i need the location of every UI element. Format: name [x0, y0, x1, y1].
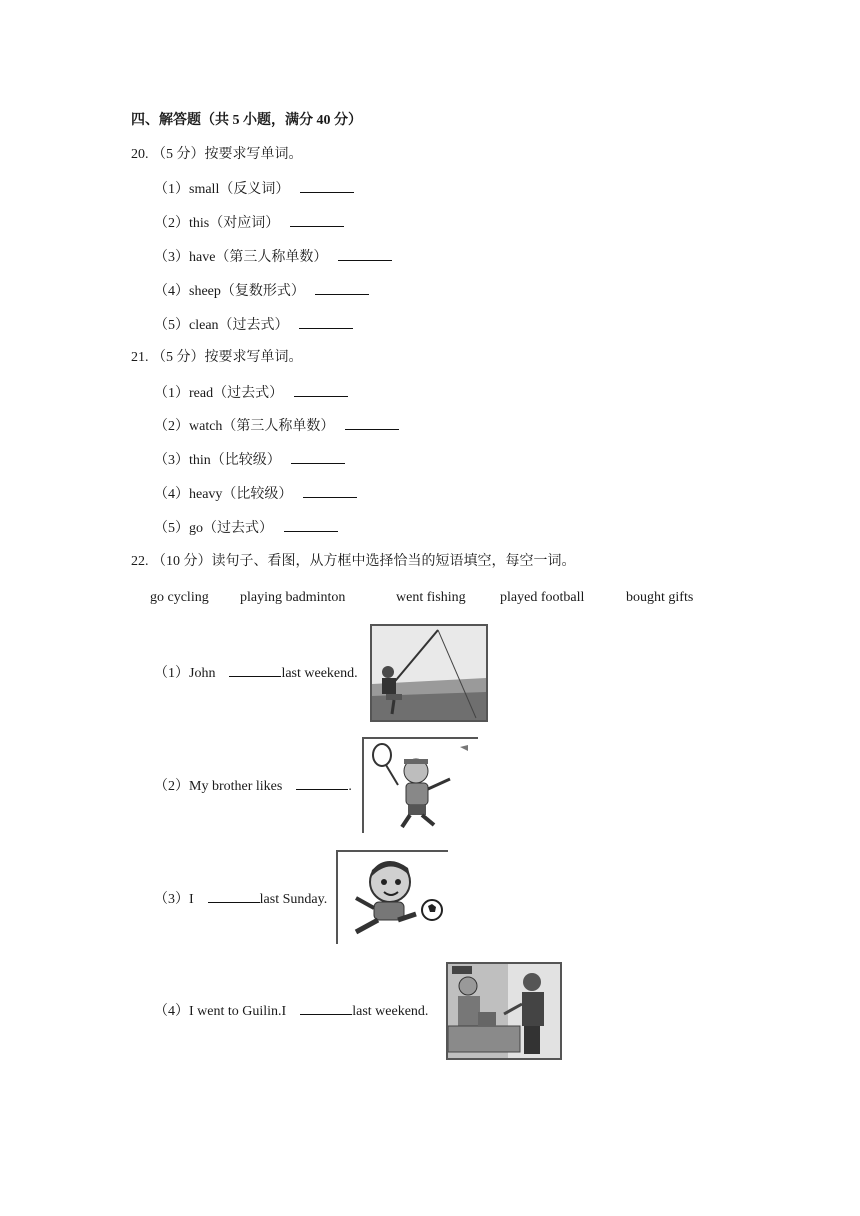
q21-item-1 [154, 384, 348, 403]
q22-item-4-after: last weekend. [352, 1004, 429, 1019]
q22-item-4-before: （4）I went to Guilin.I [154, 1004, 287, 1019]
q20-item-2-text: （2）this（对应词） [154, 216, 280, 231]
q20-stem: 20. （5 分）按要求写单词。 [131, 147, 303, 162]
q22-item-2-after: . [348, 779, 352, 794]
q20-item-3 [154, 248, 392, 267]
q20-item-5-text: （5）clean（过去式） [154, 318, 289, 333]
answer-blank[interactable] [345, 417, 399, 430]
q21-item-3-text: （3）thin（比较级） [154, 453, 281, 468]
q20-item-1-text: （1）small（反义词） [154, 182, 290, 197]
shopping-icon [448, 964, 560, 1058]
answer-blank[interactable] [300, 180, 354, 193]
football-icon [338, 852, 448, 944]
q22-item-4 [154, 1002, 428, 1021]
answer-blank[interactable] [303, 485, 357, 498]
q22-stem: 22. （10 分）读句子、看图，从方框中选择恰当的短语填空，每空一词。 [131, 554, 576, 569]
q20-item-3-text: （3）have（第三人称单数） [154, 250, 328, 265]
answer-blank[interactable] [296, 777, 348, 790]
answer-blank[interactable] [229, 664, 281, 677]
phrase-option: played football [500, 590, 585, 605]
q20-item-1 [154, 180, 354, 199]
answer-blank[interactable] [338, 248, 392, 261]
phrase-option: bought gifts [626, 590, 694, 605]
q20-item-4-text: （4）sheep（复数形式） [154, 284, 305, 299]
answer-blank[interactable] [291, 451, 345, 464]
q22-item-1-after: last weekend. [281, 666, 358, 681]
q21-stem: 21. （5 分）按要求写单词。 [131, 350, 303, 365]
q22-item-3-after: last Sunday. [259, 892, 328, 907]
badminton-icon [364, 739, 478, 833]
q21-item-2 [154, 417, 399, 436]
answer-blank[interactable] [284, 519, 338, 532]
fishing-icon [372, 626, 486, 720]
answer-blank[interactable] [294, 384, 348, 397]
answer-blank[interactable] [290, 214, 344, 227]
q22-item-2 [154, 777, 352, 796]
answer-blank[interactable] [299, 316, 353, 329]
phrase-option: playing badminton [240, 590, 346, 605]
q20-item-4 [154, 282, 369, 301]
q21-item-2-text: （2）watch（第三人称单数） [154, 419, 335, 434]
q22-item-3 [154, 890, 327, 909]
q22-item-1-before: （1）John [154, 666, 216, 681]
q22-item-1 [154, 664, 358, 683]
badminton-picture [362, 737, 478, 833]
phrase-option: go cycling [150, 590, 209, 605]
q21-item-3 [154, 451, 345, 470]
q21-item-4-text: （4）heavy（比较级） [154, 487, 293, 502]
q20-item-5 [154, 316, 353, 335]
q22-item-2-before: （2）My brother likes [154, 779, 283, 794]
football-picture [336, 850, 448, 944]
fishing-picture [370, 624, 488, 722]
phrase-option: went fishing [396, 590, 466, 605]
section-title: 四、解答题（共 5 小题，满分 40 分） [131, 113, 362, 128]
q20-item-2 [154, 214, 344, 233]
shopping-picture [446, 962, 562, 1060]
answer-blank[interactable] [208, 890, 260, 903]
q22-item-3-before: （3）I [154, 892, 194, 907]
answer-blank[interactable] [300, 1002, 352, 1015]
q21-item-4 [154, 485, 357, 504]
answer-blank[interactable] [315, 282, 369, 295]
q21-item-5-text: （5）go（过去式） [154, 521, 273, 536]
q21-item-5 [154, 519, 338, 538]
q21-item-1-text: （1）read（过去式） [154, 386, 284, 401]
